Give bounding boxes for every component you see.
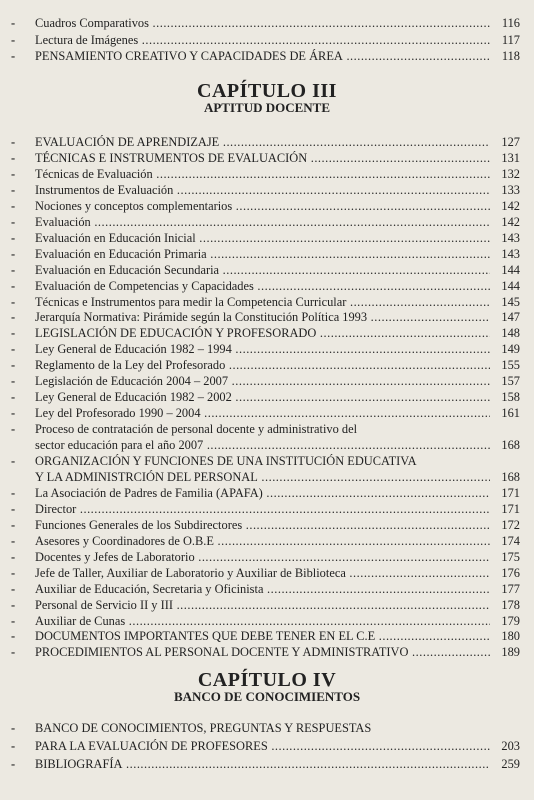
bullet-dash: - — [11, 485, 16, 500]
toc-entry — [0, 613, 534, 629]
chapter-3-subtitle: APTITUD DOCENTE — [203, 100, 331, 115]
bullet-dash: - — [11, 739, 16, 753]
toc-entry — [0, 517, 534, 533]
toc-entry-title: BANCO DE CONOCIMIENTOS, PREGUNTAS Y RESPUESTAS — [35, 721, 372, 735]
toc-entry-page: 142 — [501, 214, 520, 229]
toc-entry-title: Evaluación en Educación Secundaria ..... — [35, 262, 490, 278]
toc-entry — [0, 32, 534, 48]
toc-entry-page: 161 — [501, 406, 520, 421]
bullet-dash: - — [11, 629, 16, 644]
bullet-dash: - — [11, 501, 16, 516]
toc-entry — [0, 644, 534, 660]
toc-entry-page: 116 — [501, 16, 520, 30]
bullet-dash: - — [11, 757, 16, 771]
bullet-dash: - — [11, 294, 16, 309]
bullet-dash: - — [11, 214, 16, 229]
toc-entry — [0, 357, 534, 373]
toc-entry-title: TÉCNICAS E INSTRUMENTOS DE EVALUACIÓN ..... — [35, 150, 490, 166]
toc-entry-title: Evaluación de Competencias y Capacidades ..... — [35, 278, 490, 294]
toc-entry-page: 149 — [501, 342, 520, 357]
toc-entry-title: Asesores y Coordinadores de O.B.E ..... — [35, 533, 490, 549]
toc-entry-page: 144 — [501, 278, 520, 293]
bullet-dash: - — [11, 613, 16, 628]
toc-entry-page: 158 — [501, 390, 520, 405]
toc-entry-page: 174 — [501, 533, 520, 548]
toc-entry — [0, 214, 534, 230]
toc-entry-title: Evaluación en Educación Primaria ..... — [35, 246, 490, 262]
bullet-dash: - — [11, 166, 16, 181]
toc-entry — [0, 325, 534, 341]
bullet-dash: - — [11, 597, 16, 612]
bullet-dash: - — [11, 342, 16, 357]
toc-entry-title: LEGISLACIÓN DE EDUCACIÓN Y PROFESORADO ..... — [35, 325, 490, 341]
bullet-dash: - — [11, 278, 16, 293]
toc-entry-title: Lectura de Imágenes ..... — [35, 32, 490, 48]
toc-entry-title: PARA LA EVALUACIÓN DE PROFESORES ..... — [35, 738, 490, 754]
toc-entry — [0, 150, 534, 166]
toc-entry-page: 132 — [501, 166, 520, 181]
toc-entry-title: Personal de Servicio II y III ..... — [35, 597, 490, 613]
toc-entry-title: PENSAMIENTO CREATIVO Y CAPACIDADES DE ÁREA ..... — [35, 48, 490, 64]
toc-entry-page: 171 — [501, 501, 520, 516]
toc-entry-title: EVALUACIÓN DE APRENDIZAJE ..... — [35, 134, 490, 150]
toc-entry-page: 180 — [501, 629, 520, 644]
toc-entry — [0, 628, 534, 644]
toc-entry — [0, 262, 534, 278]
toc-entry — [0, 166, 534, 182]
toc-entry-title: Director ..... — [35, 501, 490, 517]
toc-entry — [0, 756, 534, 772]
toc-entry-page: 148 — [501, 326, 520, 341]
toc-entry-title: Auxiliar de Cunas ..... — [35, 613, 490, 629]
toc-entry — [0, 597, 534, 613]
toc-entry — [0, 533, 534, 549]
toc-entry-page: 142 — [501, 198, 520, 213]
bullet-dash: - — [11, 422, 16, 437]
toc-entry — [0, 134, 534, 150]
toc-entry — [0, 485, 534, 501]
toc-entry-page: 145 — [501, 294, 520, 309]
toc-entry-page: 133 — [501, 182, 520, 197]
toc-entry-page: 171 — [501, 485, 520, 500]
toc-entry — [0, 421, 534, 437]
toc-entry — [0, 581, 534, 597]
toc-entry-page: 178 — [501, 597, 520, 612]
toc-entry — [0, 15, 534, 31]
toc-entry-page: 143 — [501, 230, 520, 245]
toc-entry — [0, 405, 534, 421]
toc-entry-title: Auxiliar de Educación, Secretaria y Oficinista ..... — [35, 581, 490, 597]
chapter-4-heading: CAPÍTULO IV — [197, 669, 337, 691]
toc-entry-page: 175 — [501, 549, 520, 564]
bullet-dash: - — [11, 374, 16, 389]
toc-entry-page: 157 — [501, 374, 520, 389]
toc-entry — [0, 48, 534, 64]
toc-entry-page: 117 — [501, 32, 520, 47]
toc-entry-title: Legislación de Educación 2004 – 2007 ..... — [35, 373, 490, 389]
toc-entry — [0, 389, 534, 405]
toc-entry — [0, 720, 534, 736]
toc-entry-title: Jerarquía Normativa: Pirámide según la Constitución Política 1993 ..... — [35, 309, 490, 325]
toc-entry-title: Cuadros Comparativos ..... — [35, 15, 490, 31]
toc-entry-title: Reglamento de la Ley del Profesorado ..... — [35, 357, 490, 373]
bullet-dash: - — [11, 32, 16, 47]
toc-entry-page: 168 — [501, 469, 520, 484]
toc-entry-title: PROCEDIMIENTOS AL PERSONAL DOCENTE Y ADMINISTRATIVO ..... — [35, 644, 490, 660]
toc-entry — [0, 549, 534, 565]
toc-entry-title: DOCUMENTOS IMPORTANTES QUE DEBE TENER EN EL C.E ..... — [35, 628, 490, 644]
bullet-dash: - — [11, 358, 16, 373]
toc-entry-page: 177 — [501, 581, 520, 596]
toc-entry-page: 179 — [501, 613, 520, 628]
toc-entry-title: Evaluación en Educación Inicial ..... — [35, 230, 490, 246]
toc-entry-title: ORGANIZACIÓN Y FUNCIONES DE UNA INSTITUCIÓN EDUCATIVA — [35, 454, 417, 468]
toc-entry-title: Nociones y conceptos complementarios ..... — [35, 198, 490, 214]
toc-entry — [0, 246, 534, 262]
toc-entry — [0, 738, 534, 754]
bullet-dash: - — [11, 581, 16, 596]
toc-entry — [0, 230, 534, 246]
bullet-dash: - — [11, 49, 16, 63]
toc-entry-title: La Asociación de Padres de Familia (APAFA) ..... — [35, 485, 490, 501]
toc-entry — [0, 294, 534, 310]
toc-entry-page: 168 — [501, 438, 520, 453]
toc-entry-page: 172 — [501, 517, 520, 532]
toc-entry-title: Docentes y Jefes de Laboratorio ..... — [35, 549, 490, 565]
toc-entry-title: Técnicas de Evaluación ..... — [35, 166, 490, 182]
bullet-dash: - — [11, 16, 16, 30]
toc-entry-title: Ley General de Educación 1982 – 1994 ..... — [35, 341, 490, 357]
bullet-dash: - — [11, 246, 16, 261]
toc-entry-page: 203 — [501, 739, 520, 753]
chapter-4-subtitle: BANCO DE CONOCIMIENTOS — [173, 689, 361, 704]
toc-entry — [0, 198, 534, 214]
bullet-dash: - — [11, 645, 16, 660]
toc-entry — [0, 565, 534, 581]
bullet-dash: - — [11, 150, 16, 165]
toc-entry-title: Funciones Generales de los Subdirectores ..... — [35, 517, 490, 533]
toc-entry-title: Evaluación ..... — [35, 214, 490, 230]
bullet-dash: - — [11, 549, 16, 564]
bullet-dash: - — [11, 533, 16, 548]
toc-entry-title: Proceso de contratación de personal docente y administrativo del — [35, 422, 358, 437]
chapter-3-heading: CAPÍTULO III — [197, 80, 337, 102]
toc-entry-page: 259 — [501, 757, 520, 771]
toc-entry-title: BIBLIOGRAFÍA ..... — [35, 756, 490, 772]
bullet-dash: - — [11, 262, 16, 277]
toc-entry — [0, 501, 534, 517]
toc-entry-title: Instrumentos de Evaluación ..... — [35, 182, 490, 198]
toc-entry — [0, 278, 534, 294]
toc-entry-page: 147 — [501, 310, 520, 325]
bullet-dash: - — [11, 230, 16, 245]
toc-entry — [0, 341, 534, 357]
toc-entry-title: Ley del Profesorado 1990 – 2004 ..... — [35, 405, 490, 421]
toc-entry-title: Técnicas e Instrumentos para medir la Competencia Curricular ..... — [35, 294, 490, 310]
toc-entry-title: Y LA ADMINISTRCIÓN DEL PERSONAL ..... — [35, 469, 490, 485]
toc-entry — [0, 182, 534, 198]
toc-entry-page: 127 — [501, 135, 520, 149]
bullet-dash: - — [11, 135, 16, 149]
toc-entry-page: 144 — [501, 262, 520, 277]
toc-entry-page: 176 — [501, 565, 520, 580]
bullet-dash: - — [11, 390, 16, 405]
bullet-dash: - — [11, 406, 16, 421]
toc-entry-page: 118 — [501, 49, 520, 63]
bullet-dash: - — [11, 517, 16, 532]
bullet-dash: - — [11, 326, 16, 341]
toc-entry-page: 155 — [501, 358, 520, 373]
toc-entry — [0, 453, 534, 469]
bullet-dash: - — [11, 310, 16, 325]
toc-entry-title: Jefe de Taller, Auxiliar de Laboratorio y Auxiliar de Biblioteca ..... — [35, 565, 490, 581]
bullet-dash: - — [11, 454, 16, 468]
bullet-dash: - — [11, 182, 16, 197]
toc-entry-page: 189 — [501, 645, 520, 660]
toc-entry-title: Ley General de Educación 1982 – 2002 ..... — [35, 389, 490, 405]
toc-entry-page: 143 — [501, 246, 520, 261]
toc-entry — [0, 373, 534, 389]
toc-entry-title: sector educación para el año 2007 ..... — [35, 437, 490, 453]
bullet-dash: - — [11, 198, 16, 213]
toc-entry — [0, 437, 534, 453]
bullet-dash: - — [11, 565, 16, 580]
bullet-dash: - — [11, 721, 16, 735]
toc-entry-page: 131 — [501, 150, 520, 165]
toc-entry — [0, 469, 534, 485]
toc-entry — [0, 309, 534, 325]
